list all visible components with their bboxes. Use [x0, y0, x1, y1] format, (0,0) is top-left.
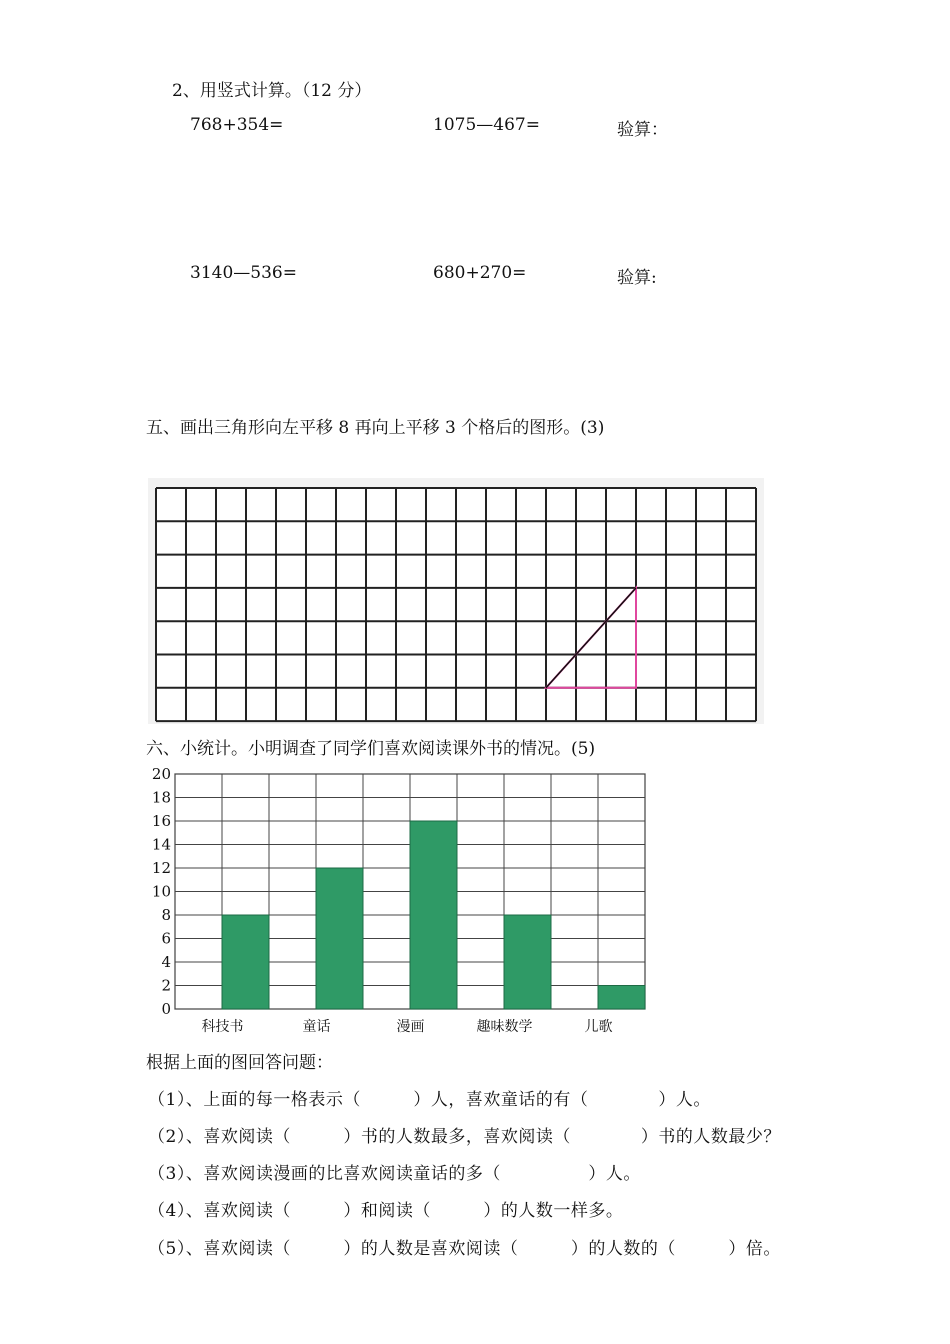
chart-x-label: 童话: [302, 1019, 331, 1035]
chart-x-labels: [202, 1018, 613, 1035]
chart-y-tick: 4: [161, 953, 171, 971]
chart-bar: [504, 915, 551, 1009]
section2-heading: 2、用竖式计算。（12 分）: [172, 81, 372, 101]
chart-bar: [222, 915, 269, 1009]
chart-y-tick: 20: [151, 765, 171, 783]
chart-y-tick: 10: [151, 882, 171, 901]
calc-expression: 680+270=: [433, 263, 527, 283]
chart-x-label: 趣味数学: [476, 1019, 533, 1035]
chart-y-ticks: [152, 765, 171, 1018]
translation-grid: [148, 478, 764, 724]
chart-y-tick: 18: [151, 788, 171, 807]
section5-heading: 五、画出三角形向左平移 8 再向上平移 3 个格后的图形。(3): [146, 418, 605, 438]
chart-y-tick: 14: [151, 835, 171, 854]
question-3: （3）、喜欢阅读漫画的比喜欢阅读童话的多（ ）人。: [148, 1164, 641, 1184]
chart-x-label: 科技书: [201, 1019, 244, 1035]
question-4: （4）、喜欢阅读（ ）和阅读（ ）的人数一样多。: [148, 1201, 624, 1221]
chart-y-tick: 8: [161, 906, 171, 924]
calc-expression: 768+354=: [190, 115, 284, 135]
check-label: 验算:: [617, 268, 657, 288]
questions-intro: 根据上面的图回答问题：: [146, 1053, 333, 1073]
chart-y-tick: 12: [151, 859, 171, 877]
chart-bar: [598, 986, 645, 1010]
section6-heading: 六、小统计。小明调查了同学们喜欢阅读课外书的情况。(5): [146, 739, 596, 759]
bar-chart: [140, 764, 660, 1040]
chart-y-tick: 2: [161, 976, 171, 995]
calc-expression: 1075—467=: [433, 115, 540, 135]
chart-x-label: 漫画: [396, 1019, 425, 1035]
chart-y-tick: 6: [161, 929, 171, 948]
question-1: （1）、上面的每一格表示（ ）人，喜欢童话的有（ ）人。: [148, 1090, 711, 1110]
check-label: 验算：: [617, 120, 668, 140]
question-2: （2）、喜欢阅读（ ）书的人数最多，喜欢阅读（ ）书的人数最少？: [148, 1127, 781, 1147]
chart-x-label: 儿歌: [584, 1019, 613, 1035]
chart-y-tick: 16: [151, 812, 171, 830]
grid-lines: [156, 488, 756, 721]
chart-bar: [410, 821, 457, 1009]
calc-expression: 3140—536=: [190, 263, 297, 283]
chart-bar: [316, 868, 363, 1009]
chart-y-tick: 0: [161, 1000, 171, 1018]
question-5: （5）、喜欢阅读（ ）的人数是喜欢阅读（ ）的人数的（ ）倍。: [148, 1239, 781, 1259]
